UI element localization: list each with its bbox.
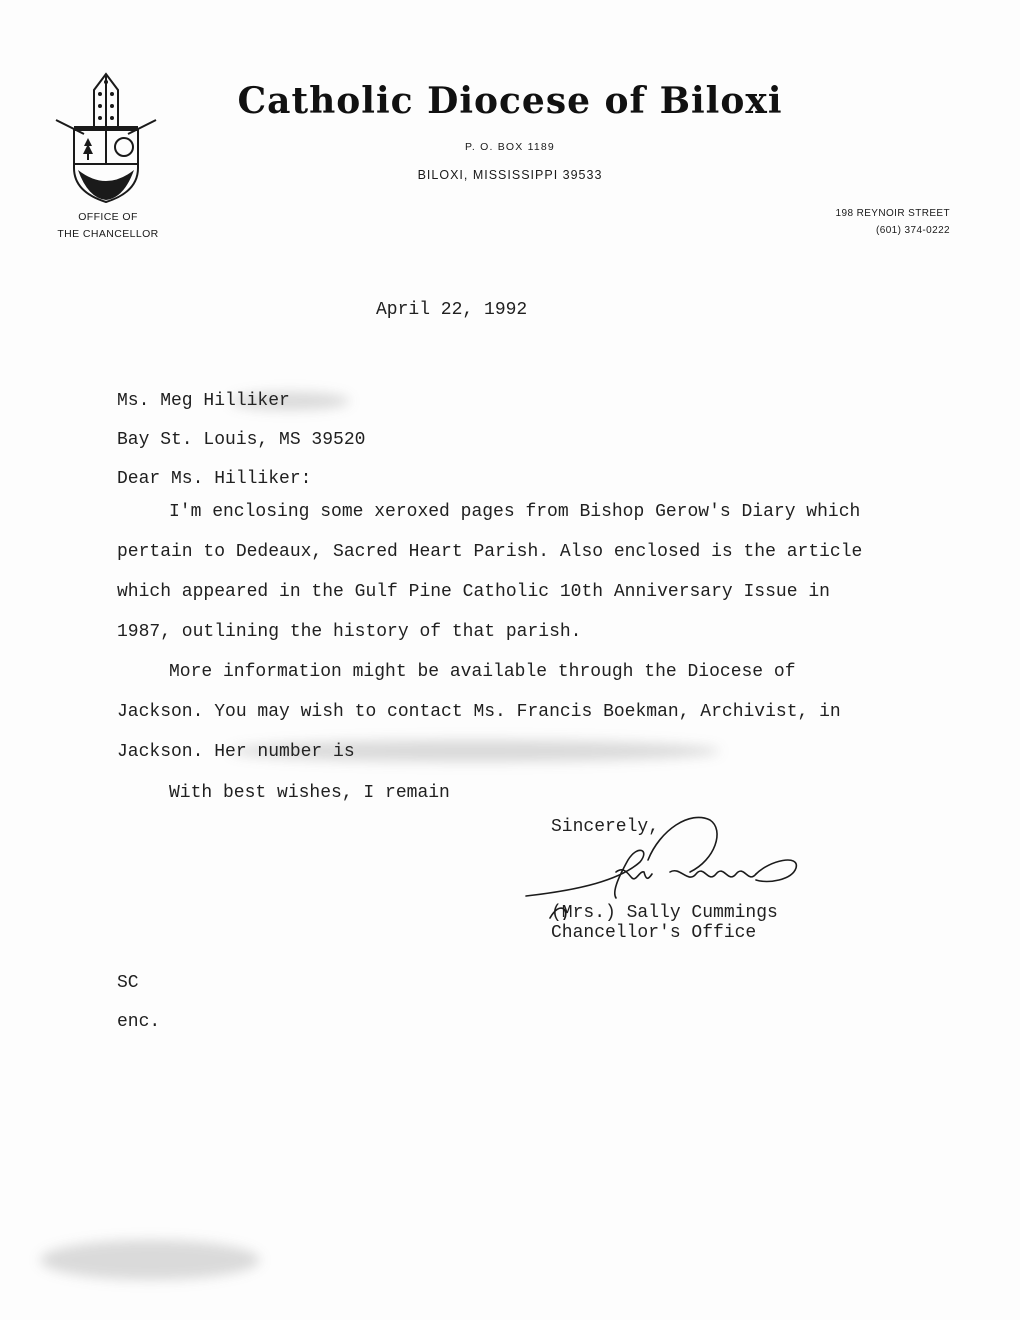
smudge-mark bbox=[40, 1240, 260, 1280]
paragraph-1: I'm enclosing some xeroxed pages from Bishop Gerow's Diary which pertain to Dedeaux, Sacred Heart Parish. Also enclosed is the article which appeared in the Gulf Pine Catholic 10th Anniversary Issue in 1987, outlining the history of that parish. bbox=[117, 502, 863, 642]
organization-name: Catholic Diocese of Biloxi bbox=[237, 80, 783, 122]
enclosure-note: enc. bbox=[117, 1012, 161, 1032]
street-address-block bbox=[836, 205, 950, 239]
letter-date: April 22, 1992 bbox=[376, 300, 528, 320]
diocesan-crest-icon bbox=[44, 68, 168, 208]
city-state-zip: BILOXI, MISSISSIPPI 39533 bbox=[417, 168, 603, 182]
redaction-mark bbox=[230, 740, 720, 762]
office-line-2: THE CHANCELLOR bbox=[57, 228, 159, 240]
initials-block bbox=[117, 964, 160, 1042]
salutation: Dear Ms. Hilliker: bbox=[117, 469, 312, 489]
po-box: P. O. BOX 1189 bbox=[465, 141, 555, 153]
closing: Sincerely, bbox=[551, 817, 660, 837]
office-line-1: OFFICE OF bbox=[78, 211, 138, 223]
recipient-city: Bay St. Louis, MS 39520 bbox=[117, 430, 366, 450]
paragraph-2: More information might be available through the Diocese of Jackson. You may wish to contact Ms. Francis Boekman, Archivist, in Jackson. Her number is bbox=[117, 662, 841, 762]
handwritten-signature bbox=[520, 800, 820, 920]
typist-initials: SC bbox=[117, 973, 139, 993]
redaction-mark bbox=[230, 392, 350, 410]
paragraph-1-block bbox=[117, 492, 877, 652]
signer-title: Chancellor's Office bbox=[551, 923, 757, 943]
office-of-chancellor bbox=[40, 209, 176, 243]
paragraph-3: With best wishes, I remain bbox=[169, 783, 450, 803]
recipient-name: Ms. Meg Hilliker bbox=[117, 391, 290, 411]
phone-number: (601) 374-0222 bbox=[876, 225, 950, 236]
signer-name: (Mrs.) Sally Cummings bbox=[551, 903, 778, 923]
street-address: 198 REYNOIR STREET bbox=[835, 208, 950, 219]
